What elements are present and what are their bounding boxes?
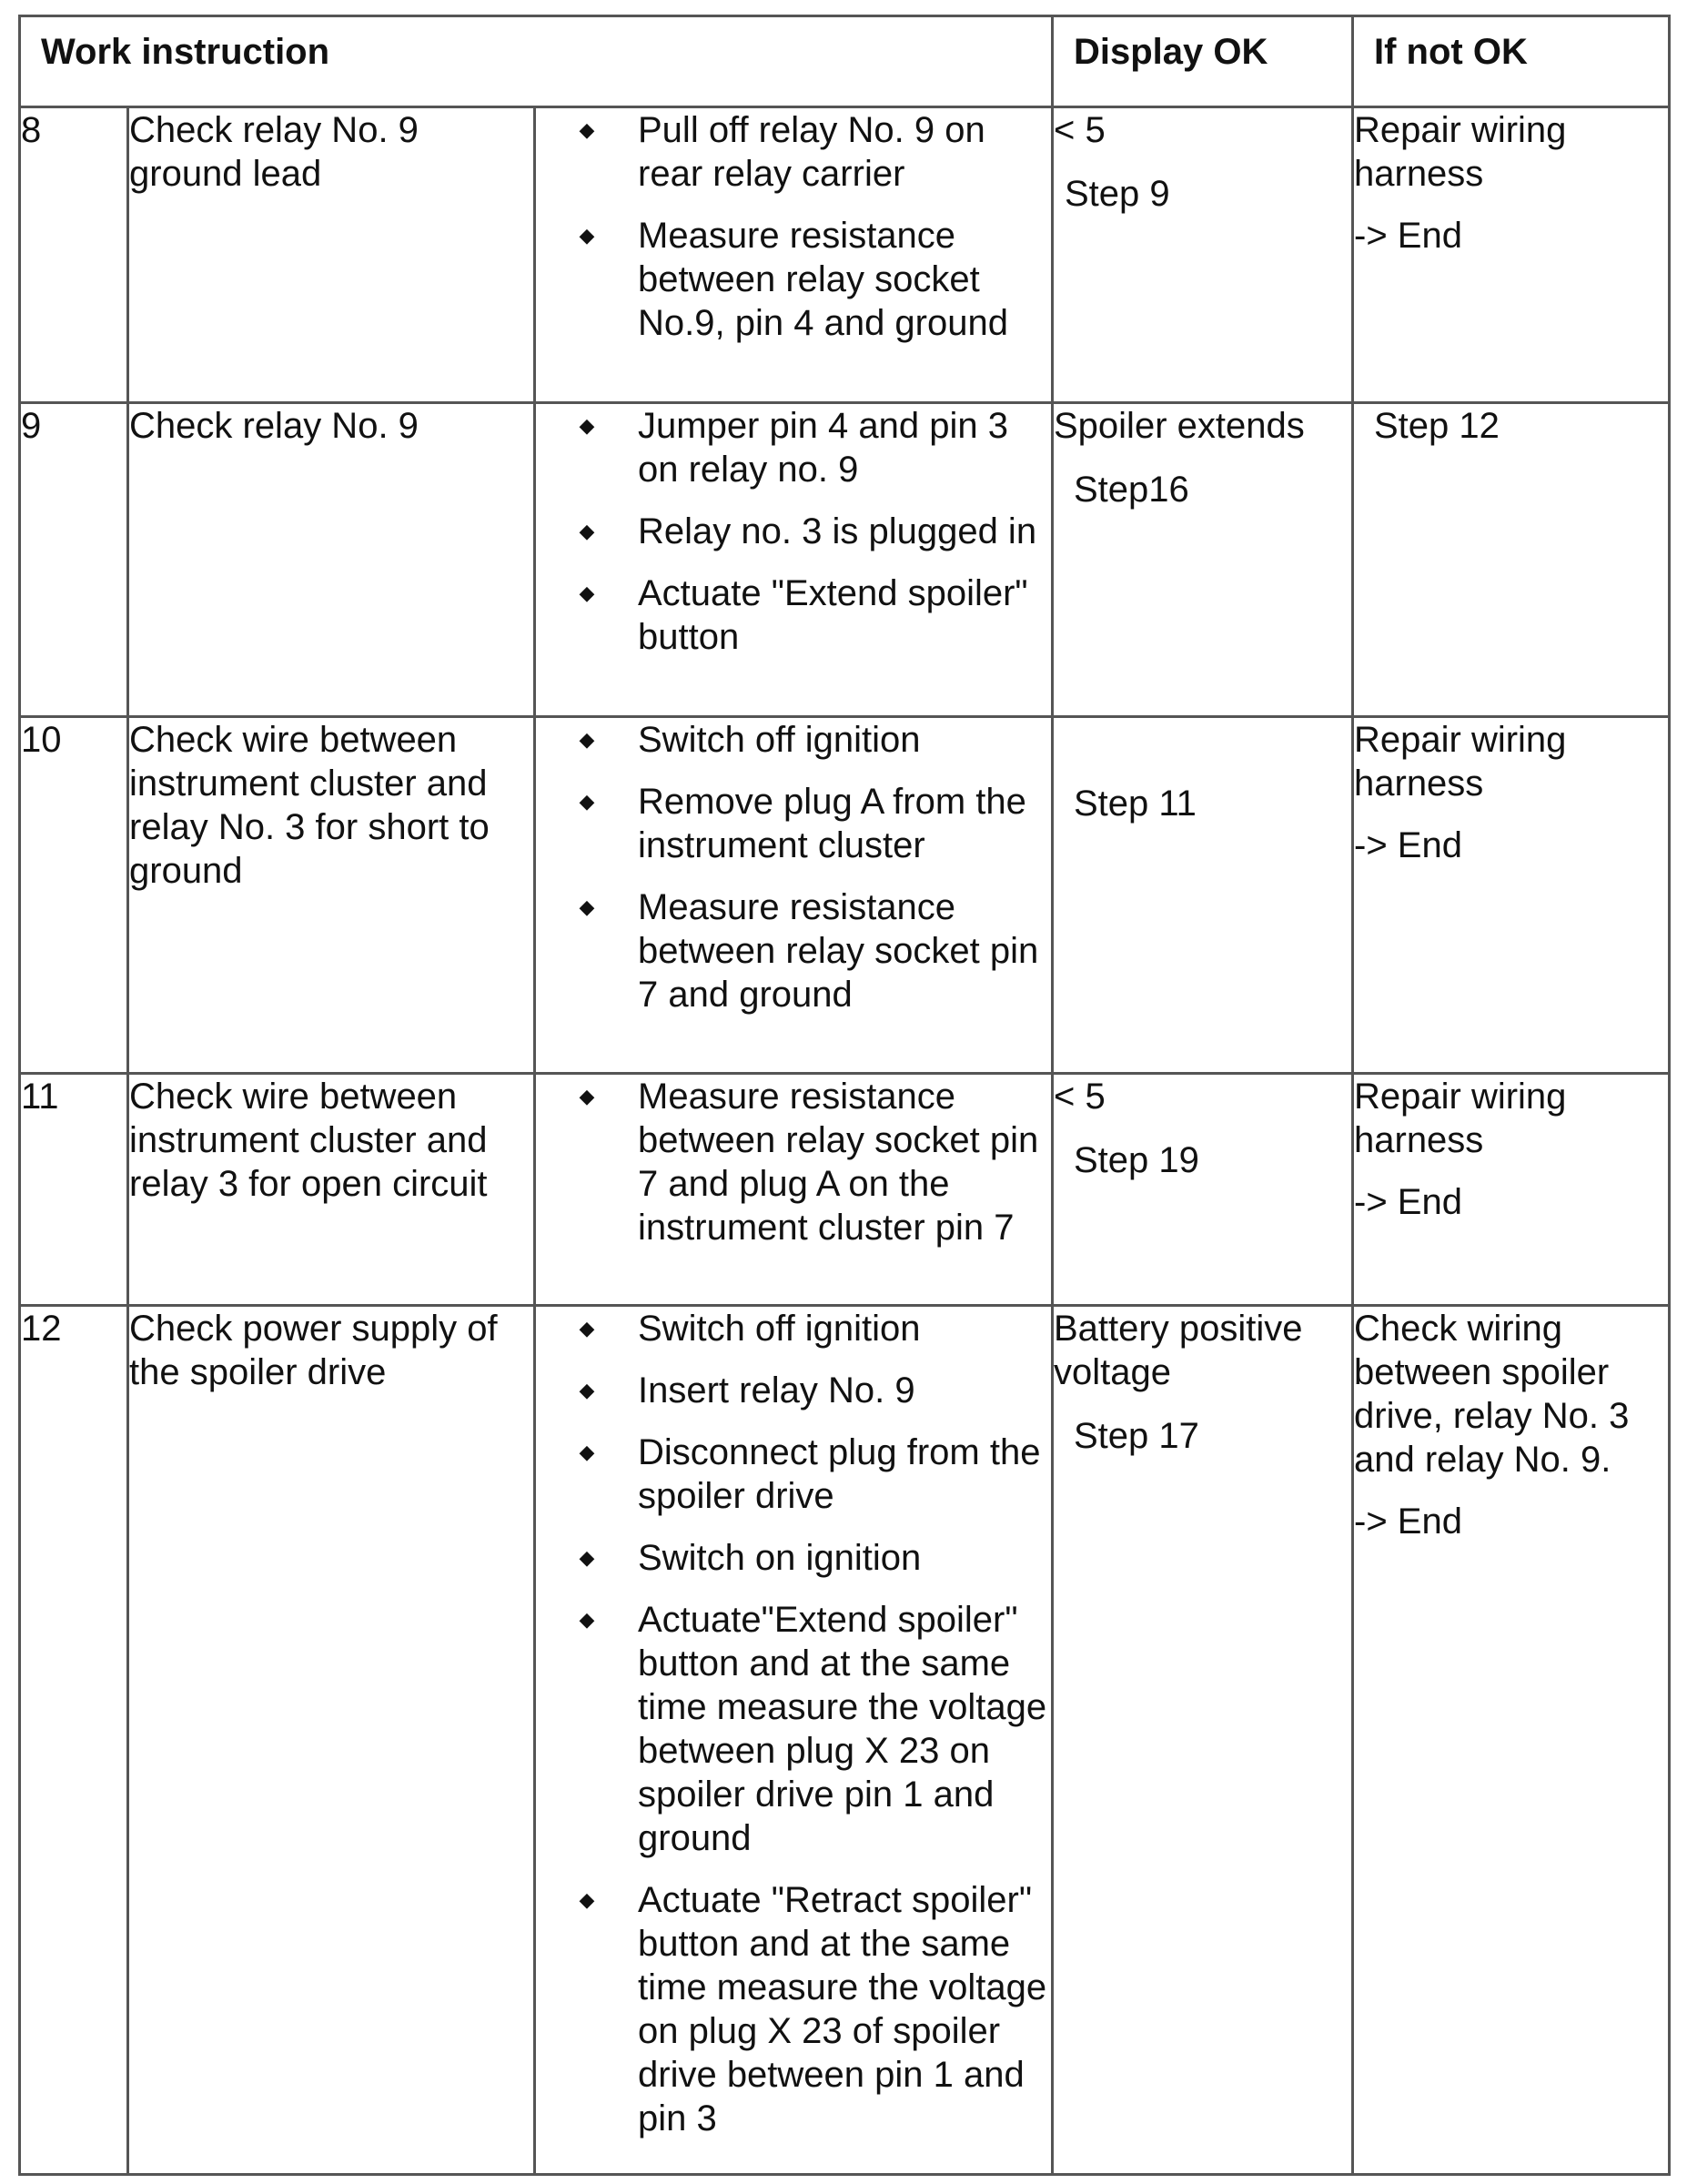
list-item: ◆ Actuate"Extend spoiler" button and at the same time measure the voltage between plug X 23 on spoiler drive pin 1 and ground — [536, 1598, 1051, 1860]
display-ok-step: Step 11 — [1074, 784, 1197, 824]
list-item: ◆ Actuate "Extend spoiler" button — [536, 571, 1051, 659]
if-not-ok-action: Check wiring between spoiler drive, relay No. 3 and relay No. 9. — [1354, 1309, 1630, 1480]
table-row — [20, 403, 1670, 717]
step-instructions — [535, 717, 1053, 1074]
display-ok-step: Step16 — [1074, 470, 1189, 510]
display-ok-step: Step 19 — [1074, 1140, 1199, 1180]
list-item: ◆ Switch on ignition — [536, 1536, 1051, 1580]
list-item: ◆ Relay no. 3 is plugged in — [536, 510, 1051, 553]
header-row — [20, 16, 1670, 107]
if-not-ok-action: Repair wiring harness — [1354, 110, 1567, 194]
step-instructions — [535, 403, 1053, 717]
diamond-bullet-icon: ◆ — [579, 1608, 595, 1631]
display-ok-cell — [1053, 403, 1353, 717]
step-title: Check relay No. 9 ground lead — [128, 107, 535, 403]
step-number: 9 — [20, 403, 128, 717]
step-title: Check wire between instrument cluster and relay 3 for open circuit — [128, 1074, 535, 1306]
list-item: ◆ Measure resistance between relay socket pin 7 and plug A on the instrument cluster pin 7 — [536, 1075, 1051, 1249]
list-item: ◆ Remove plug A from the instrument cluster — [536, 780, 1051, 867]
if-not-ok-action: Repair wiring harness — [1354, 720, 1567, 804]
display-ok-value: Spoiler extends — [1054, 406, 1305, 446]
display-ok-value: Battery positive voltage — [1054, 1309, 1303, 1392]
if-not-ok-end: -> End — [1354, 1502, 1462, 1542]
step-instructions — [535, 1306, 1053, 2175]
header-display-ok: Display OK — [1053, 16, 1353, 107]
display-ok-cell — [1053, 1306, 1353, 2175]
diamond-bullet-icon: ◆ — [579, 118, 595, 141]
diamond-bullet-icon: ◆ — [579, 520, 595, 542]
list-item: ◆ Actuate "Retract spoiler" button and at the same time measure the voltage on plug X 23 of spoiler drive between pin 1 and pin 3 — [536, 1878, 1051, 2140]
if-not-ok-cell — [1353, 403, 1670, 717]
diamond-bullet-icon: ◆ — [579, 1085, 595, 1107]
step-number: 11 — [20, 1074, 128, 1306]
if-not-ok-end: -> End — [1354, 825, 1462, 865]
display-ok-value: < 5 — [1054, 110, 1106, 150]
display-ok-cell — [1053, 717, 1353, 1074]
step-number: 10 — [20, 717, 128, 1074]
table-row — [20, 1306, 1670, 2175]
display-ok-value: < 5 — [1054, 1077, 1106, 1117]
display-ok-cell — [1053, 1074, 1353, 1306]
step-number: 12 — [20, 1306, 128, 2175]
diamond-bullet-icon: ◆ — [579, 1317, 595, 1340]
if-not-ok-action: Repair wiring harness — [1354, 1077, 1567, 1160]
diamond-bullet-icon: ◆ — [579, 895, 595, 918]
list-item: ◆ Measure resistance between relay socket No.9, pin 4 and ground — [536, 214, 1051, 345]
if-not-ok-end: -> End — [1354, 216, 1462, 256]
if-not-ok-cell — [1353, 717, 1670, 1074]
diamond-bullet-icon: ◆ — [579, 790, 595, 813]
list-item: ◆ Disconnect plug from the spoiler drive — [536, 1431, 1051, 1518]
step-instructions — [535, 107, 1053, 403]
diamond-bullet-icon: ◆ — [579, 1888, 595, 1911]
diamond-bullet-icon: ◆ — [579, 728, 595, 751]
diamond-bullet-icon: ◆ — [579, 224, 595, 247]
diamond-bullet-icon: ◆ — [579, 1379, 595, 1401]
step-title: Check relay No. 9 — [128, 403, 535, 717]
work-instruction-table — [18, 15, 1671, 2176]
step-number: 8 — [20, 107, 128, 403]
display-ok-step: Step 9 — [1065, 174, 1170, 214]
diamond-bullet-icon: ◆ — [579, 1546, 595, 1569]
diamond-bullet-icon: ◆ — [579, 414, 595, 437]
display-ok-step: Step 17 — [1074, 1416, 1199, 1456]
if-not-ok-cell — [1353, 1306, 1670, 2175]
table-row — [20, 107, 1670, 403]
header-if-not-ok: If not OK — [1353, 16, 1670, 107]
list-item: ◆ Switch off ignition — [536, 1307, 1051, 1350]
list-item: ◆ Jumper pin 4 and pin 3 on relay no. 9 — [536, 404, 1051, 491]
list-item: ◆ Switch off ignition — [536, 718, 1051, 762]
step-title: Check wire between instrument cluster and relay No. 3 for short to ground — [128, 717, 535, 1074]
table-row — [20, 1074, 1670, 1306]
if-not-ok-end: -> End — [1354, 1182, 1462, 1222]
if-not-ok-cell — [1353, 1074, 1670, 1306]
list-item: ◆ Measure resistance between relay socket pin 7 and ground — [536, 885, 1051, 1016]
header-work-instruction: Work instruction — [20, 16, 1053, 107]
if-not-ok-cell — [1353, 107, 1670, 403]
list-item: ◆ Insert relay No. 9 — [536, 1369, 1051, 1412]
list-item: ◆ Pull off relay No. 9 on rear relay carrier — [536, 108, 1051, 196]
if-not-ok-action: Step 12 — [1374, 406, 1500, 446]
display-ok-cell — [1053, 107, 1353, 403]
diamond-bullet-icon: ◆ — [579, 581, 595, 604]
diamond-bullet-icon: ◆ — [579, 1441, 595, 1463]
step-title: Check power supply of the spoiler drive — [128, 1306, 535, 2175]
table-row — [20, 717, 1670, 1074]
display-ok-value — [1054, 718, 1351, 762]
step-instructions — [535, 1074, 1053, 1306]
